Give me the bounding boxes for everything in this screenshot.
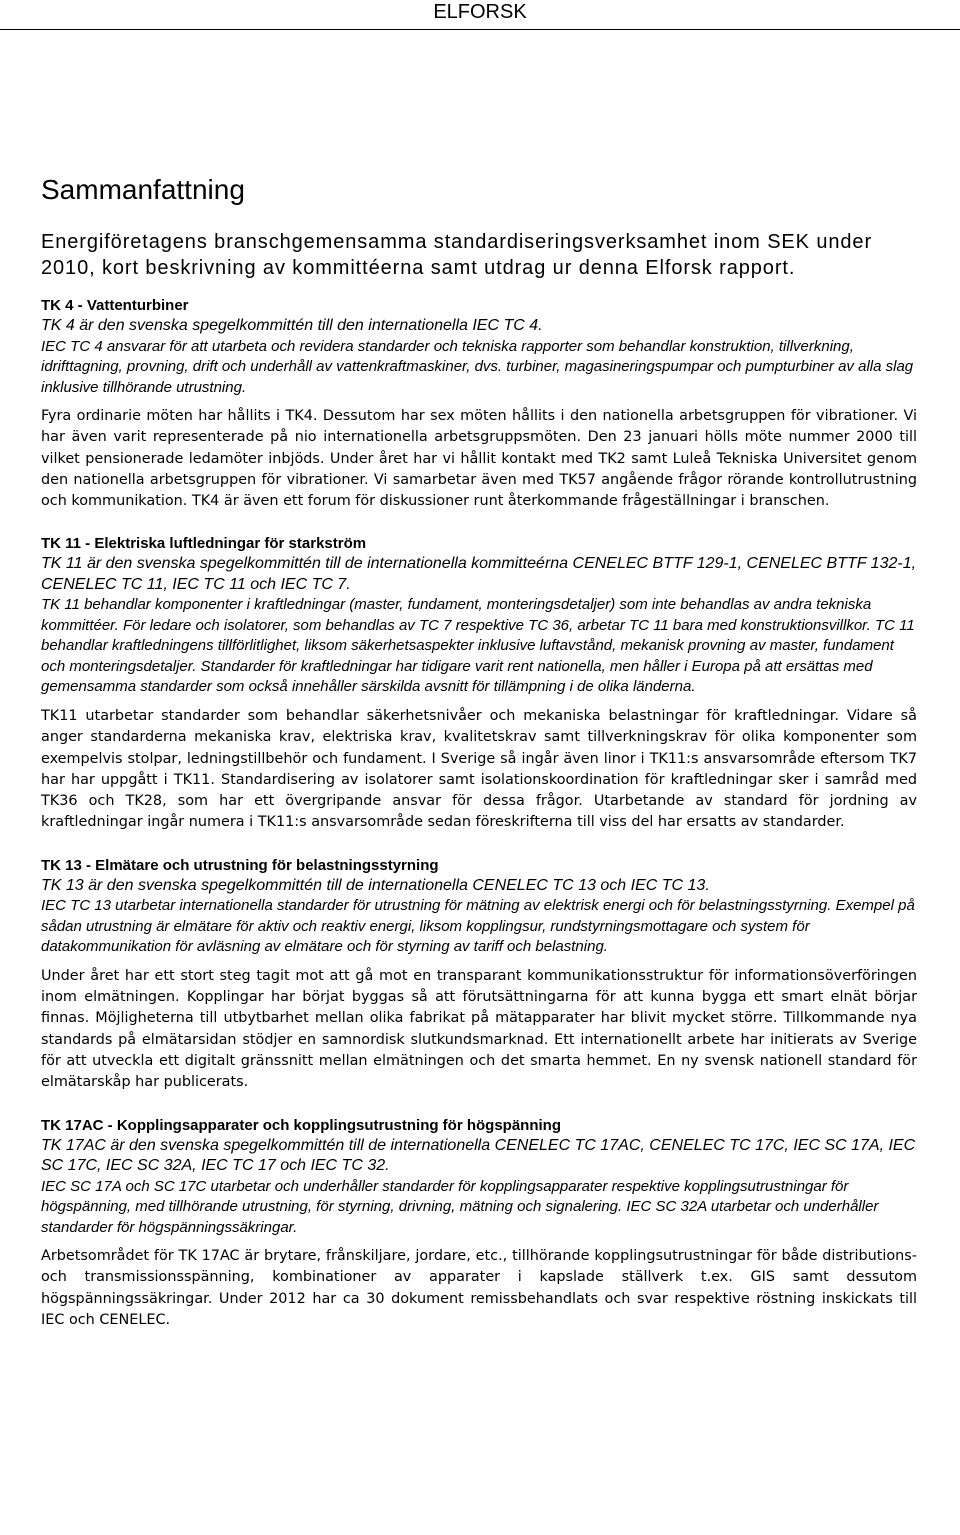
section-body: Arbetsområdet för TK 17AC är brytare, frånskiljare, jordare, etc., tillhörande kopplingsutrustningar för både distributions- och transmissionsspänning, kombinationer av apparater i kapslade ställverk t.ex. GIS samt dessutom högspänningssäkringar. Under 2012 har ca 30 dokument remissbehandlats och svar respektive röstning inskickats till IEC och CENELEC. bbox=[41, 1248, 917, 1328]
section-tk13 bbox=[41, 856, 917, 1094]
section-description bbox=[41, 876, 917, 958]
document-title: Sammanfattning bbox=[41, 174, 245, 205]
section-tk17ac bbox=[41, 1116, 917, 1332]
section-body: Fyra ordinarie möten har hållits i TK4. Dessutom har sex möten hållits i den nationella arbetsgruppen för vibrationer. Vi har även varit representerade på nio internationella arbetsgruppsmöten. Den 23 januari hölls möte nummer 2000 till vilket pensionerade ledamöter inbjöds. Under året har vi hållit kontakt med TK2 samt Luleå Tekniska Universitet genom den nationella arbetsgruppen för vibrationer. Vi samarbetar även med TK57 angående frågor rörande kontrollutrustning och kommunikation. TK4 är även ett forum för diskussioner runt återkommande frågeställningar i branschen. bbox=[41, 408, 917, 510]
section-tk11 bbox=[41, 534, 917, 833]
section-heading: TK 17AC - Kopplingsapparater och kopplingsutrustning för högspänning bbox=[41, 1116, 561, 1134]
section-description bbox=[41, 554, 917, 698]
document-content bbox=[41, 170, 917, 1353]
section-description-lead: TK 13 är den svenska spegelkommittén till de internationella CENELEC TC 13 och IEC TC 13. bbox=[41, 876, 710, 894]
section-body: Under året har ett stort steg tagit mot att gå mot en transparant kommunikationsstruktur för informationsöverföringen inom elmätningen. Kopplingar har börjat byggas så att förutsättningarna för att kunna bygga ett smart elnät börjar finnas. Möjligheterna till utbytbarhet mellan olika fabrikat på mätapparater har blivit mycket större. Tillkommande nya standards på elmätarsidan stödjer en samnordisk slutkundsmarknad. Ett internationellt arbete har initierats av Sverige för att utveckla ett digitalt gränssnitt mellan elmätningen och det smarta hemmet. En ny svensk nationell standard för elmätarskåp har publicerats. bbox=[41, 967, 917, 1091]
section-heading: TK 13 - Elmätare och utrustning för belastningsstyrning bbox=[41, 856, 439, 874]
section-description bbox=[41, 316, 917, 398]
section-description-lead: TK 17AC är den svenska spegelkommittén till de internationella CENELEC TC 17AC, CENELEC TC 17C, IEC SC 17A, IEC SC 17C, IEC SC 32A, IEC TC 17 och IEC TC 32. bbox=[41, 1136, 916, 1175]
section-description-rest: TK 11 behandlar komponenter i kraftledningar (master, fundament, monteringsdetaljer) som inte behandlas av andra tekniska kommittéer. För ledare och isolatorer, som behandlas av TC 7 respektive TC 36, arbetar TC 11 bara med konstruktionsvillkor. TC 11 behandlar kraftledningens tillförlitlighet, liksom säkerhetsaspekter inklusive luftavstånd, mekanisk provning av master, fundament och monteringsdetaljer. Standarder för kraftledningar har tidigare varit rent nationella, men håller i Europa på att ersättas med gemensamma standarder som också innehåller särskilda avsnitt för tillämpning i de olika länderna. bbox=[41, 596, 915, 696]
section-description-rest: IEC SC 17A och SC 17C utarbetar och underhåller standarder för kopplingsapparater respektive kopplingsutrustningar för högspänning, med tillhörande utrustning, för styrning, drivning, mätning och signalering. IEC SC 32A utarbetar och underhåller standarder för högspänningssäkringar. bbox=[41, 1177, 879, 1236]
section-tk4 bbox=[41, 296, 917, 512]
page-header bbox=[0, 0, 960, 30]
section-heading: TK 11 - Elektriska luftledningar för starkström bbox=[41, 535, 367, 553]
section-description-rest: IEC TC 13 utarbetar internationella standarder för utrustning för mätning av elektrisk energi och för belastningsstyrning. Exempel på sådan utrustning är elmätare för aktiv och reaktiv energi, liksom kopplingsur, rundstyrningsmottagare och system för datakommunikation för avläsning av elmätare och för styrning av tariff och belastning. bbox=[41, 897, 915, 956]
section-description bbox=[41, 1136, 917, 1239]
section-description-rest: IEC TC 4 ansvarar för att utarbeta och revidera standarder och tekniska rapporter som behandlar konstruktion, tillverkning, idrifttagning, provning, drift och underhåll av vattenkraftmaskiner, dvs. turbiner, magasineringspumpar och pumpturbiner av alla slag inklusive tillhörande utrustning. bbox=[41, 337, 914, 396]
section-heading: TK 4 - Vattenturbiner bbox=[41, 297, 189, 314]
header-title: ELFORSK bbox=[433, 1, 527, 23]
section-description-lead: TK 11 är den svenska spegelkommittén till de internationella kommitteérna CENELEC BTTF 129-1, CENELEC BTTF 132-1, CENELEC TC 11, IEC TC 11 och IEC TC 7. bbox=[41, 555, 917, 593]
section-description-lead: TK 4 är den svenska spegelkommittén till den internationella IEC TC 4. bbox=[41, 317, 543, 334]
intro-paragraph: Energiföretagens branschgemensamma standardiseringsverksamhet inom SEK under 2010, kort beskrivning av kommittéerna samt utdrag ur denna Elforsk rapport. bbox=[41, 231, 873, 279]
section-body: TK11 utarbetar standarder som behandlar säkerhetsnivåer och mekaniska belastningar för kraftledningar. Vidare så anger standarderna mekaniska krav, elektriska krav, kvalitetskrav samt tillverkningskrav för olika komponenter som exempelvis stolpar, ledningstillbehör och fundament. I Sverige så ingår även linor i TK11:s ansvarsområde eftersom TK7 har har uppgått i TK11. Standardisering av isolatorer samt isolationskoordination för kraftledningar sker i samråd med TK36 och TK28, som har ett övergripande ansvar för dessa frågor. Utarbetande av standard för jordning av kraftledningar ingår numera i TK11:s ansvarsområde sedan föreskrifterna till viss del har ersatts av standarder. bbox=[41, 707, 917, 831]
